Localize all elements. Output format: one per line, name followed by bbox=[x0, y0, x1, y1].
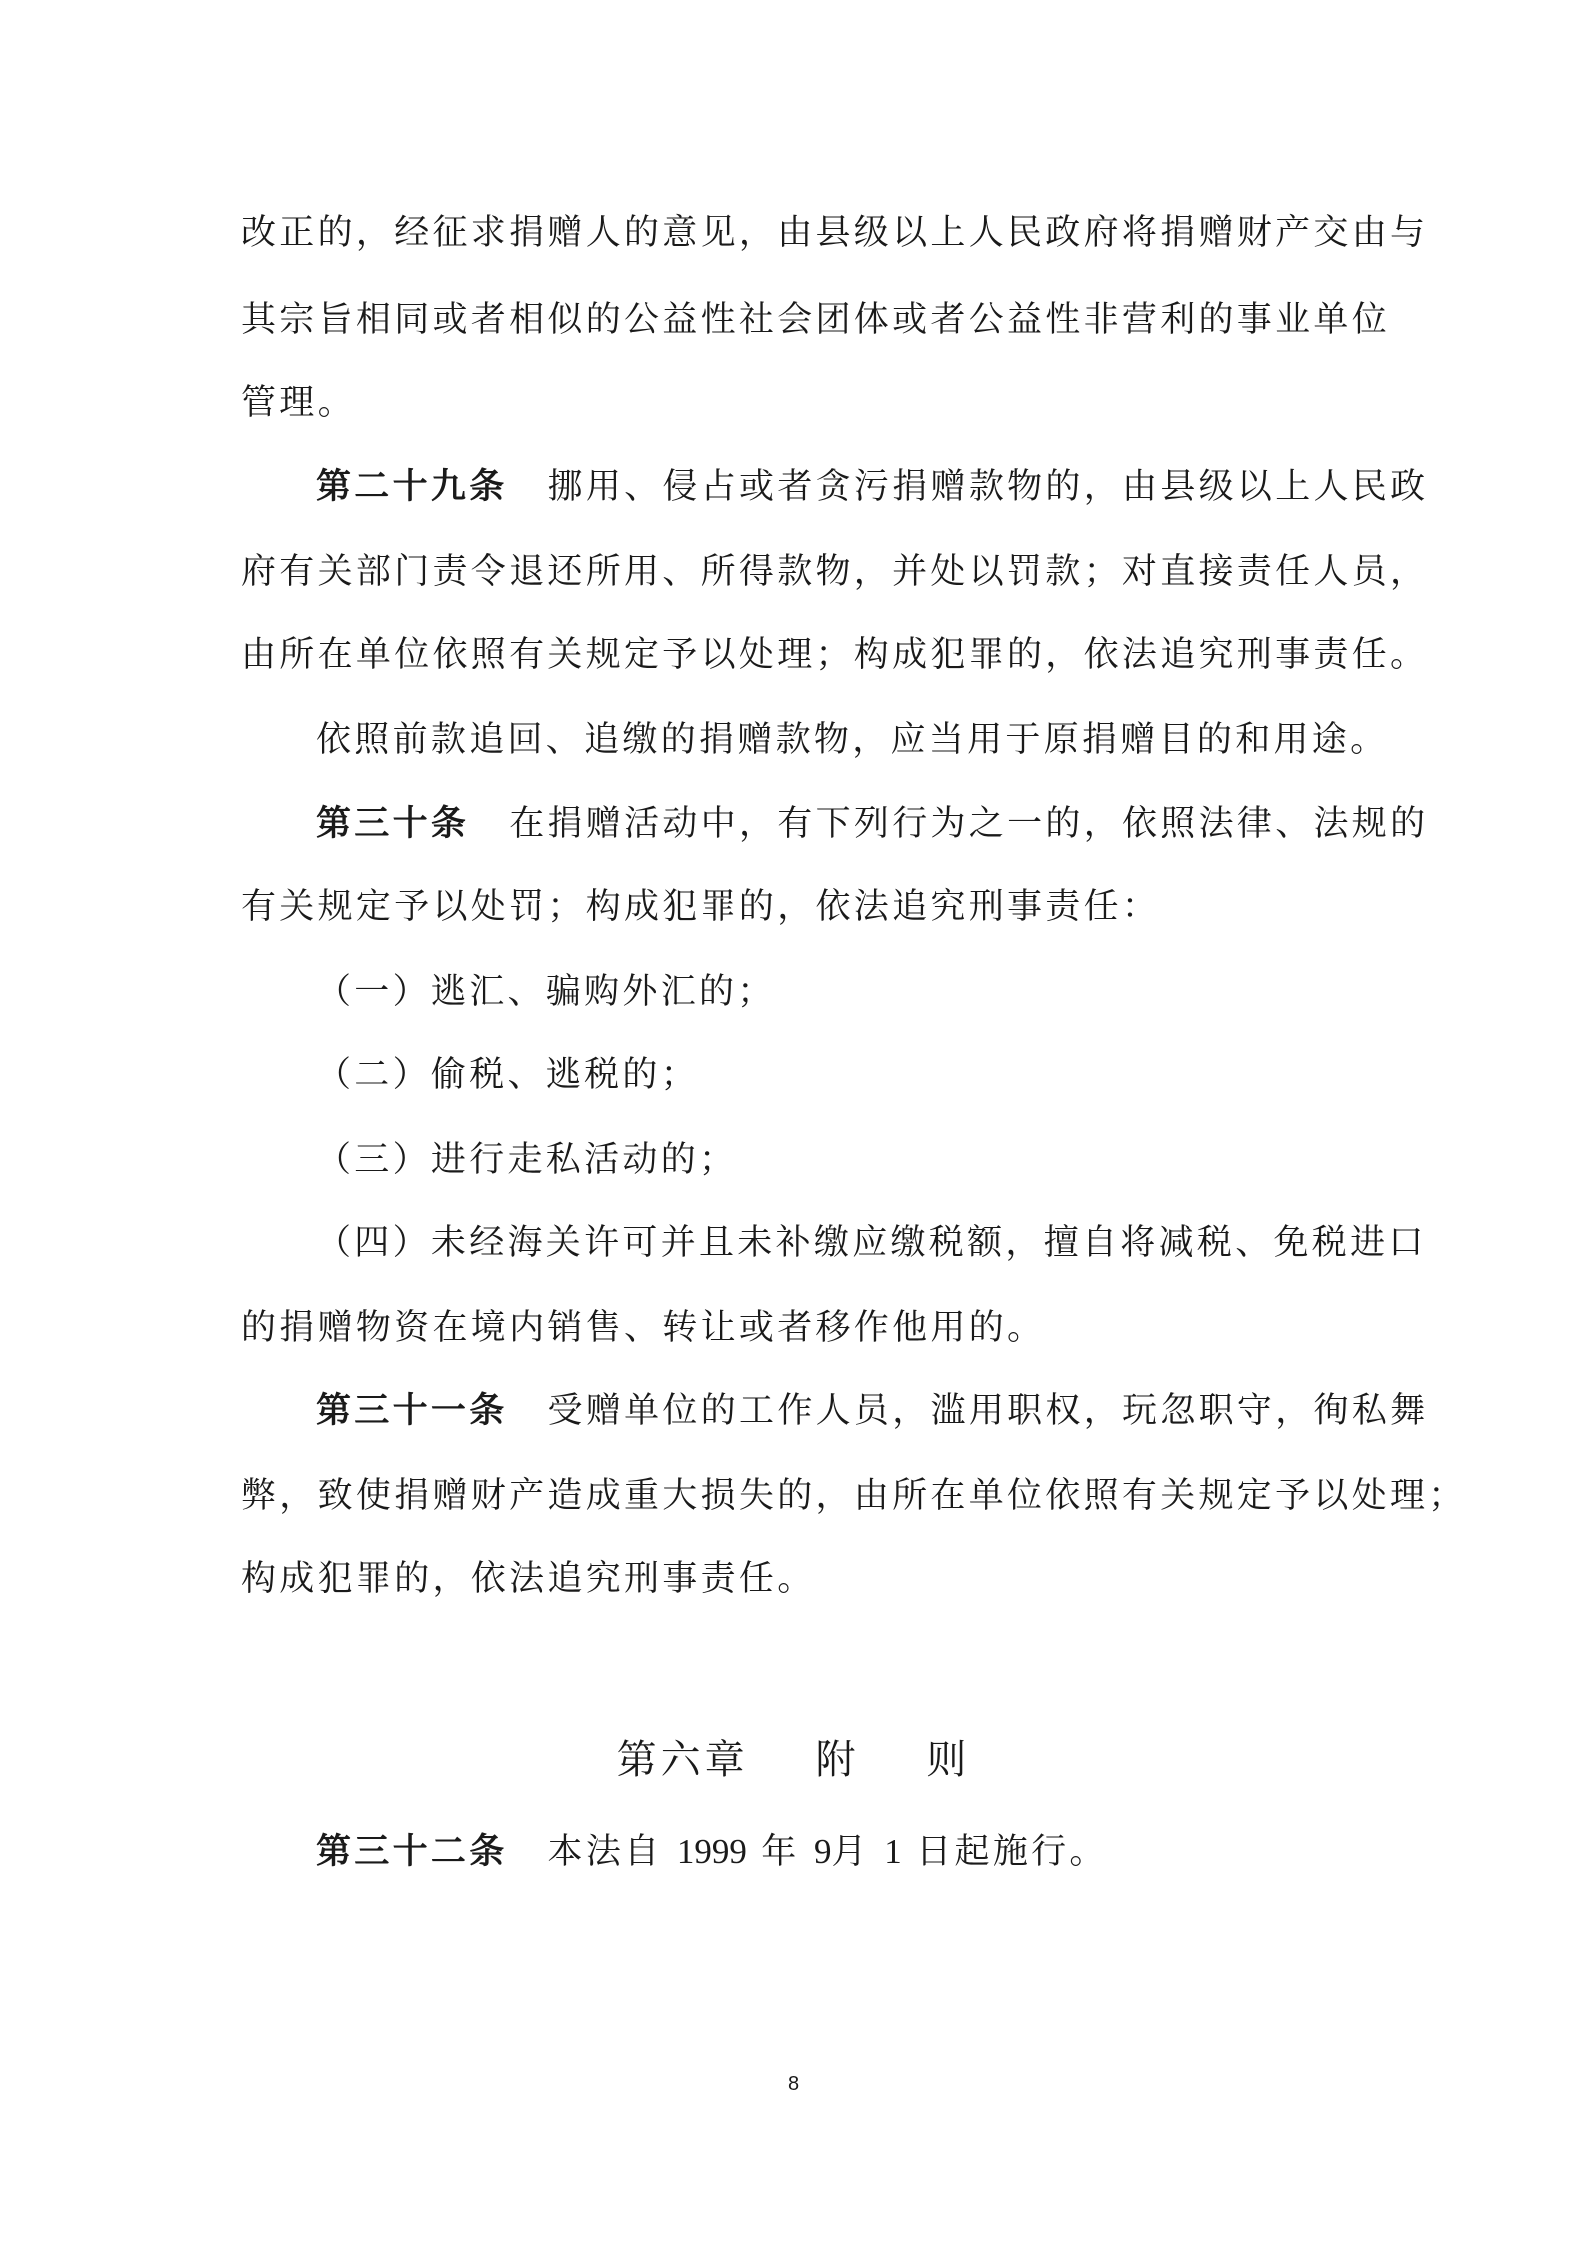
list-item: （一）逃汇、骗购外汇的； bbox=[316, 972, 776, 1012]
paragraph-line: 依照前款追回、追缴的捐赠款物，应当用于原捐赠目的和用途。 bbox=[316, 720, 1389, 760]
page-number: 8 bbox=[787, 2073, 800, 2095]
month-unit: 月 bbox=[831, 1832, 870, 1872]
article-heading: 第二十九条 bbox=[316, 467, 508, 507]
paragraph-text: 日起施行。 bbox=[916, 1832, 1108, 1872]
paragraph-line: 的捐赠物资在境内销售、转让或者移作他用的。 bbox=[241, 1308, 1046, 1348]
month-number: 9 bbox=[814, 1832, 832, 1871]
paragraph-line: 在捐赠活动中，有下列行为之一的，依照法律、法规的 bbox=[509, 804, 1429, 844]
day-number: 1 bbox=[884, 1832, 902, 1871]
list-item: （三）进行走私活动的； bbox=[316, 1140, 738, 1180]
list-item: （二）偷税、逃税的； bbox=[316, 1055, 700, 1095]
paragraph-line: 受赠单位的工作人员，滥用职权，玩忽职守，徇私舞 bbox=[547, 1391, 1429, 1431]
paragraph-text: 本法自 bbox=[547, 1832, 663, 1872]
paragraph-line: 挪用、侵占或者贪污捐赠款物的，由县级以上人民政 bbox=[547, 467, 1429, 507]
paragraph-line: 改正的，经征求捐赠人的意见，由县级以上人民政府将捐赠财产交由与 bbox=[241, 213, 1429, 253]
paragraph-line: 弊，致使捐赠财产造成重大损失的，由所在单位依照有关规定予以处理； bbox=[241, 1476, 1467, 1516]
article-heading: 第三十一条 bbox=[316, 1391, 508, 1431]
chapter-title: 第六章 附 则 bbox=[616, 1737, 971, 1783]
paragraph-line: 由所在单位依照有关规定予以处理；构成犯罪的，依法追究刑事责任。 bbox=[241, 635, 1429, 675]
paragraph-line: 有关规定予以处罚；构成犯罪的，依法追究刑事责任： bbox=[241, 887, 1161, 927]
article-29 bbox=[316, 465, 1428, 509]
article-30 bbox=[316, 802, 1428, 846]
article-heading: 第三十条 bbox=[316, 804, 470, 844]
article-32 bbox=[316, 1830, 1108, 1874]
year-number: 1999 bbox=[676, 1832, 747, 1871]
list-item: （四）未经海关许可并且未补缴应缴税额，擅自将减税、免税进口 bbox=[316, 1223, 1427, 1263]
article-heading: 第三十二条 bbox=[316, 1832, 508, 1872]
year-unit: 年 bbox=[761, 1832, 800, 1872]
paragraph-line: 府有关部门责令退还所用、所得款物，并处以罚款；对直接责任人员， bbox=[241, 552, 1429, 592]
paragraph-line: 构成犯罪的，依法追究刑事责任。 bbox=[241, 1559, 816, 1599]
article-31 bbox=[316, 1389, 1428, 1433]
paragraph-line: 管理。 bbox=[241, 383, 356, 423]
paragraph-line: 其宗旨相同或者相似的公益性社会团体或者公益性非营利的事业单位 bbox=[241, 300, 1391, 340]
